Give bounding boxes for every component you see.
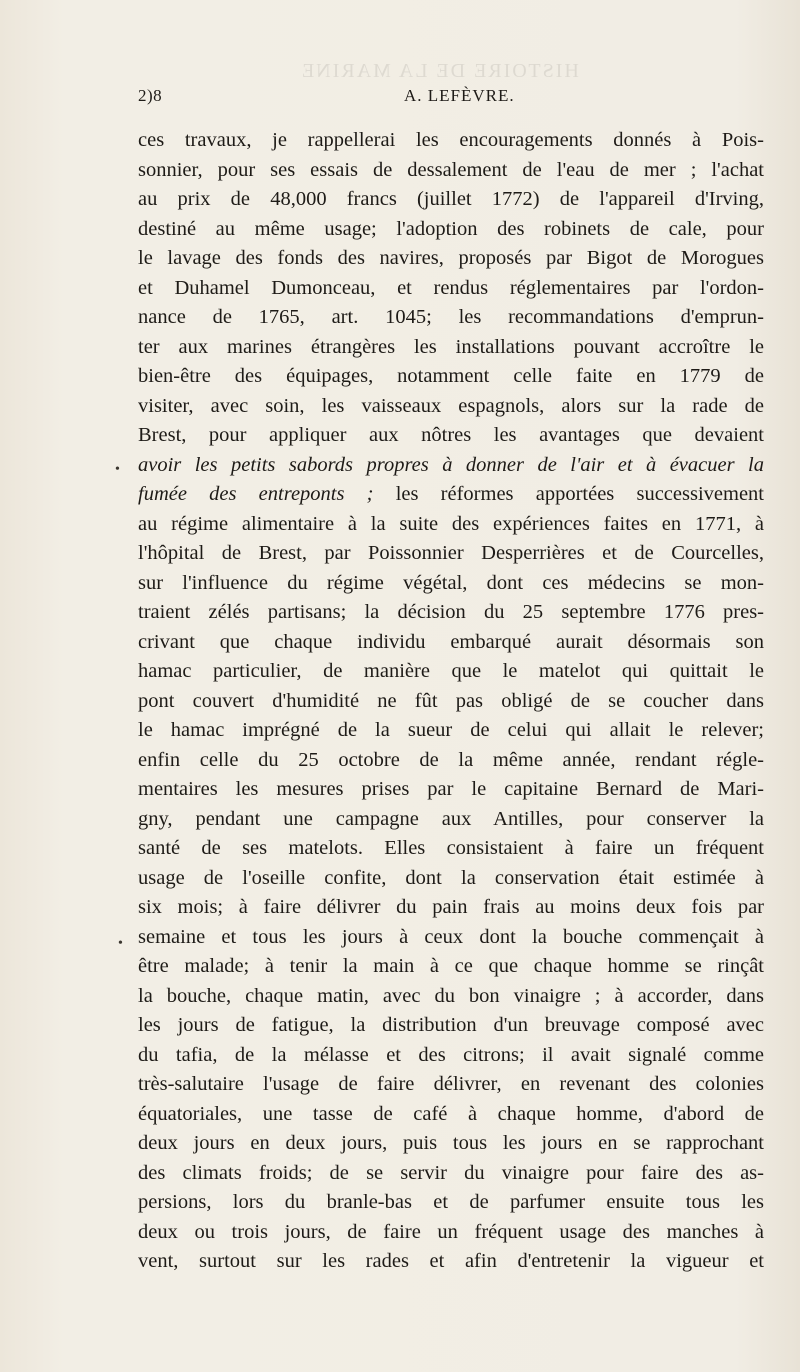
text-line: deux jours en deux jours, puis tous les jours en se rapprochant xyxy=(138,1132,764,1154)
text-line: visiter, avec soin, les vaisseaux espagnols, alors sur la rade de xyxy=(138,394,764,417)
text-line: équatoriales, une tasse de café à chaque homme, d'abord de xyxy=(138,1102,764,1125)
italic-phrase: fumée des entreponts ; xyxy=(138,483,374,505)
text-line: du tafia, de la mélasse et des citrons; il avait signalé comme xyxy=(138,1043,764,1066)
text-line: crivant que chaque individu embarqué aurait désormais son xyxy=(138,630,764,653)
text-line: le lavage des fonds des navires, proposés par Bigot de Morogues xyxy=(138,247,764,269)
text-line: et Duhamel Dumonceau, et rendus réglementaires par l'ordon- xyxy=(138,276,764,299)
text-line: vent, surtout sur les rades et afin d'entretenir la vigueur et xyxy=(138,1250,764,1272)
text-line: des climats froids; de se servir du vinaigre pour faire des as- xyxy=(138,1161,764,1184)
text-line: ces travaux, je rappellerai les encouragements donnés à Pois- xyxy=(138,129,764,151)
text-line: persions, lors du branle-bas et de parfumer ensuite tous les xyxy=(138,1191,764,1213)
text-line: traient zélés partisans; la décision du 25 septembre 1776 pres- xyxy=(138,601,764,623)
text-line: ter aux marines étrangères les installations pouvant accroître le xyxy=(138,335,764,358)
text-line: bien-être des équipages, notamment celle faite en 1779 de xyxy=(138,365,764,387)
text-line: mentaires les mesures prises par le capitaine Bernard de Mari- xyxy=(138,778,764,800)
italic-text-line: avoir les petits sabords propres à donner de l'air et à évacuer la xyxy=(138,453,764,476)
text-line: enfin celle du 25 octobre de la même année, rendant régle- xyxy=(138,748,764,771)
page-number: 2)8 xyxy=(138,86,163,105)
text-line: deux ou trois jours, de faire un fréquent usage des manches à xyxy=(138,1220,764,1243)
margin-mark: • xyxy=(118,936,123,951)
text-line: sonnier, pour ses essais de dessalement de l'eau de mer ; l'achat xyxy=(138,158,764,181)
text-line: pont couvert d'humidité ne fût pas obligé de se coucher dans xyxy=(138,689,764,712)
mixed-text-line xyxy=(138,480,764,510)
text-line: usage de l'oseille confite, dont la conservation était estimée à xyxy=(138,866,764,889)
text-line: santé de ses matelots. Elles consistaient à faire un fréquent xyxy=(138,837,764,859)
running-head xyxy=(138,86,764,110)
text-line: six mois; à faire délivrer du pain frais au moins deux fois par xyxy=(138,896,764,918)
running-head-author: A. LEFÈVRE. xyxy=(404,86,515,105)
text-line: au régime alimentaire à la suite des expériences faites en 1771, à xyxy=(138,512,764,535)
text-line: semaine et tous les jours à ceux dont la bouche commençait à xyxy=(138,925,764,948)
body-text xyxy=(138,126,764,1277)
text-line: sur l'influence du régime végétal, dont ces médecins se mon- xyxy=(138,571,764,594)
text-line: le hamac imprégné de la sueur de celui qui allait le relever; xyxy=(138,719,764,741)
text-phrase: les réformes apportées successivement xyxy=(373,483,764,505)
text-line: hamac particulier, de manière que le matelot qui quittait le xyxy=(138,660,764,682)
text-line: gny, pendant une campagne aux Antilles, pour conserver la xyxy=(138,807,764,830)
text-line: très-salutaire l'usage de faire délivrer, en revenant des colonies xyxy=(138,1073,764,1095)
text-line: Brest, pour appliquer aux nôtres les avantages que devaient xyxy=(138,424,764,446)
text-line: être malade; à tenir la main à ce que chaque homme se rinçât xyxy=(138,955,764,977)
text-line: au prix de 48,000 francs (juillet 1772) de l'appareil d'Irving, xyxy=(138,188,764,210)
text-line: l'hôpital de Brest, par Poissonnier Desperrières et de Courcelles, xyxy=(138,542,764,564)
text-line: la bouche, chaque matin, avec du bon vinaigre ; à accorder, dans xyxy=(138,984,764,1007)
text-line: les jours de fatigue, la distribution d'un breuvage composé avec xyxy=(138,1014,764,1036)
text-line: destiné au même usage; l'adoption des robinets de cale, pour xyxy=(138,217,764,240)
text-line: nance de 1765, art. 1045; les recommandations d'emprun- xyxy=(138,306,764,328)
margin-mark: • xyxy=(115,462,120,477)
bleed-through-text: HISTOIRE DE LA MARINE xyxy=(300,60,579,82)
